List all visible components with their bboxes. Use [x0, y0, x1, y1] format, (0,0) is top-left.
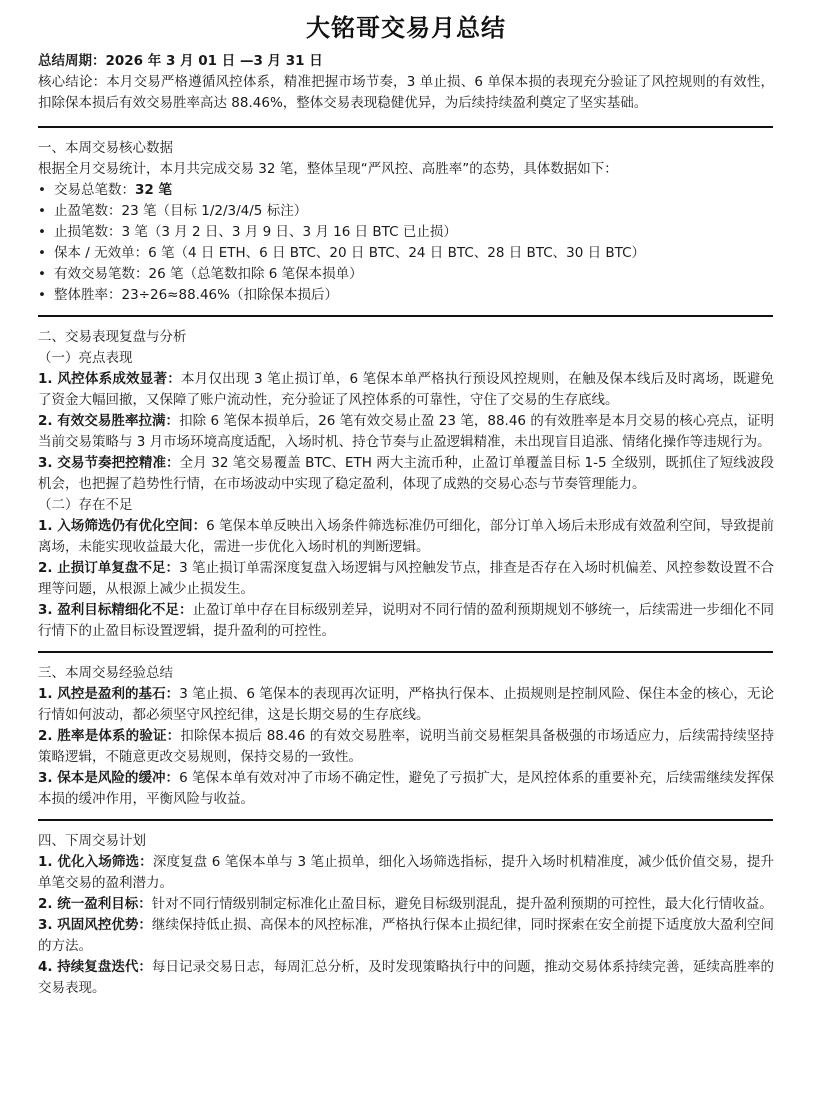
paragraph: 3. 巩固风控优势：继续保持低止损、高保本的风控标准，严格执行保本止损纪律，同时探索在安全前提下适度放大盈利空间的方法。	[38, 917, 774, 954]
list-item: • 止损笔数：3 笔（3 月 2 日、3 月 9 日、3 月 16 日 BTC 已止损）	[38, 222, 774, 243]
section-core-data	[38, 138, 774, 306]
section-lessons	[38, 663, 774, 810]
section-intro: 根据全月交易统计，本月共完成交易 32 笔，整体呈现“严风控、高胜率”的态势，具体数据如下：	[38, 161, 618, 177]
paragraph: 4. 持续复盘迭代：每日记录交易日志，每周汇总分析，及时发现策略执行中的问题，推动交易体系持续完善，延续高胜率的交易表现。	[38, 959, 774, 996]
list-item: • 有效交易笔数：26 笔（总笔数扣除 6 笔保本损单）	[38, 264, 774, 285]
section-heading: 二、交易表现复盘与分析	[38, 329, 187, 345]
paragraph: 1. 入场筛选仍有优化空间：6 笔保本单反映出入场条件筛选标准仍可细化，部分订单入场后未形成有效盈利空间，导致提前离场，未能实现收益最大化，需进一步优化入场时机的判断逻辑。	[38, 518, 774, 555]
section-plan	[38, 831, 774, 999]
page-title: 大铭哥交易月总结	[306, 13, 506, 42]
period-label: 总结周期：	[38, 53, 106, 69]
conclusion-label: 核心结论：	[38, 74, 107, 90]
period-line	[38, 51, 774, 72]
section-divider	[38, 315, 773, 317]
section-heading: 四、下周交易计划	[38, 833, 146, 849]
paragraph: 1. 优化入场筛选：深度复盘 6 笔保本单与 3 笔止损单，细化入场筛选指标，提升入场时机精准度，减少低价值交易，提升单笔交易的盈利潜力。	[38, 854, 774, 891]
paragraph: 1. 风控是盈利的基石：3 笔止损、6 笔保本的表现再次证明，严格执行保本、止损规则是控制风险、保住本金的核心，无论行情如何波动，都必须坚守风控纪律，这是长期交易的生存底线。	[38, 686, 774, 723]
section-heading: 三、本周交易经验总结	[38, 665, 173, 681]
section-divider	[38, 819, 773, 821]
paragraph: 1. 风控体系成效显著：本月仅出现 3 笔止损订单，6 笔保本单严格执行预设风控规则，在触及保本线后及时离场，既避免了资金大幅回撤，又保障了账户流动性，充分验证了风控体系的可靠性，守住了交易的生存底线。	[38, 371, 774, 408]
paragraph: 2. 止损订单复盘不足：3 笔止损订单需深度复盘入场逻辑与风控触发节点，排查是否存在入场时机偏差、风控参数设置不合理等问题，从根源上减少止损发生。	[38, 560, 774, 597]
core-data-list	[38, 180, 774, 306]
list-item: • 交易总笔数：32 笔	[38, 180, 774, 201]
section-review	[38, 327, 774, 642]
list-item: • 保本 / 无效单：6 笔（4 日 ETH、6 日 BTC、20 日 BTC、24 日 BTC、28 日 BTC、30 日 BTC）	[38, 243, 774, 264]
paragraph: 2. 统一盈利目标：针对不同行情级别制定标准化止盈目标，避免目标级别混乱，提升盈利预期的可控性，最大化行情收益。	[38, 896, 773, 912]
paragraph: 2. 有效交易胜率拉满：扣除 6 笔保本损单后，26 笔有效交易止盈 23 笔，88.46 的有效胜率是本月交易的核心亮点，证明当前交易策略与 3 月市场环境高度适配，入场时机、持仓节奏与止盈逻辑精准，未出现盲目追涨、情绪化操作等违规行为。	[38, 413, 774, 450]
paragraph: 3. 盈利目标精细化不足：止盈订单中存在目标级别差异，说明对不同行情的盈利预期规划不够统一，后续需进一步细化不同行情下的止盈目标设置逻辑，提升盈利的可控性。	[38, 602, 774, 639]
period-value: 2026 年 3 月 01 日 —3 月 31 日	[105, 53, 323, 69]
list-item: • 止盈笔数：23 笔（目标 1/2/3/4/5 标注）	[38, 201, 774, 222]
paragraph: 3. 交易节奏把控精准：全月 32 笔交易覆盖 BTC、ETH 两大主流币种，止盈订单覆盖目标 1-5 全级别，既抓住了短线波段机会，也把握了趋势性行情，在市场波动中实现了稳定盈利，体现了成熟的交易心态与节奏管理能力。	[38, 455, 774, 492]
list-item: • 整体胜率：23÷26≈88.46%（扣除保本损后）	[38, 285, 774, 306]
conclusion-text: 本月交易严格遵循风控体系，精准把握市场节奏，3 单止损、6 单保本损的表现充分验证了风控规则的有效性，扣除保本损后有效交易胜率高达 88.46%，整体交易表现稳健优异，为后续持续盈利奠定了坚实基础。	[38, 74, 774, 111]
section-heading: 一、本周交易核心数据	[38, 140, 173, 156]
subsection-heading: （二）存在不足	[38, 497, 133, 513]
subsection-heading: （一）亮点表现	[38, 350, 133, 366]
paragraph: 3. 保本是风险的缓冲：6 笔保本单有效对冲了市场不确定性，避免了亏损扩大，是风控体系的重要补充，后续需继续发挥保本损的缓冲作用，平衡风险与收益。	[38, 770, 774, 807]
section-divider	[38, 651, 773, 653]
conclusion-paragraph	[38, 72, 774, 114]
paragraph: 2. 胜率是体系的验证：扣除保本损后 88.46 的有效交易胜率，说明当前交易框架具备极强的市场适应力，后续需持续坚持策略逻辑，不随意更改交易规则，保持交易的一致性。	[38, 728, 774, 765]
section-divider	[38, 126, 773, 128]
